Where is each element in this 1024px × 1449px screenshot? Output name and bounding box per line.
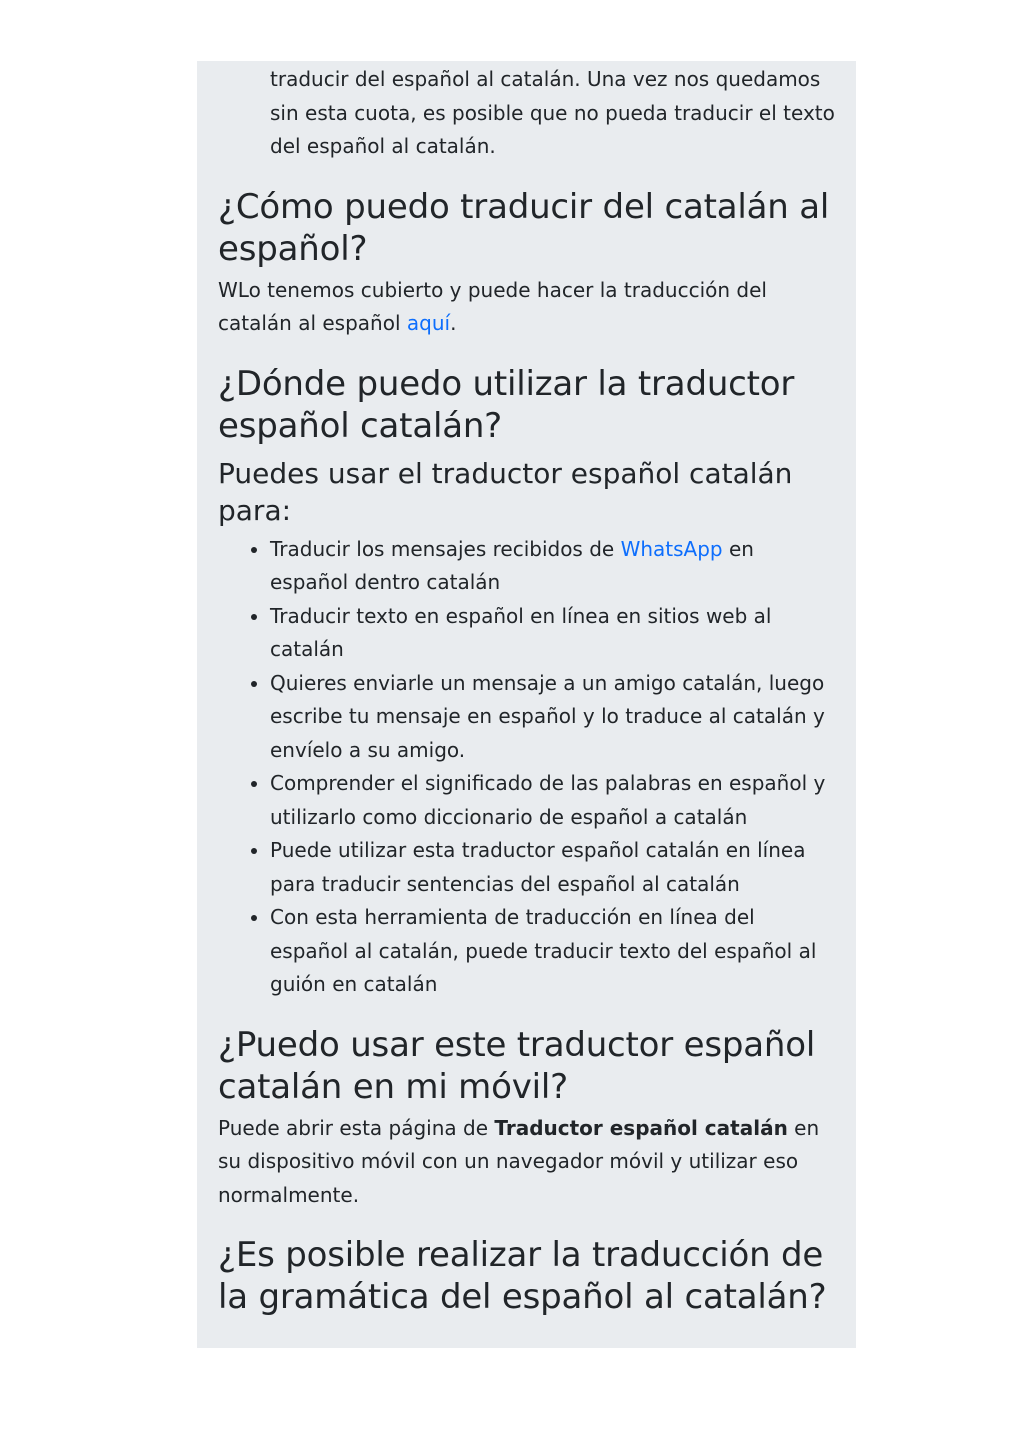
- list-item: • Quieres enviarle un mensaje a un amigo catalán, luego escribe tu mensaje en español y lo traduce al catalán y envíelo a su amigo.: [270, 667, 838, 768]
- aqui-link[interactable]: aquí: [406, 311, 451, 335]
- mobile-paragraph: [218, 1112, 838, 1213]
- catalan-to-spanish-text: WLo tenemos cubierto y puede hacer la traducción del catalán al español: [218, 277, 767, 335]
- period: .: [450, 311, 457, 335]
- catalan-to-spanish-paragraph: [218, 274, 838, 341]
- whatsapp-link[interactable]: WhatsApp: [620, 536, 723, 561]
- uses-list: [218, 533, 838, 1002]
- list-item: • Comprender el significado de las palabras en español y utilizarlo como diccionario de español a catalán: [270, 767, 838, 834]
- translator-name: Traductor español catalán: [494, 1115, 788, 1140]
- list-item-text: en español dentro catalán: [270, 536, 754, 594]
- intro-paragraph: traducir del español al catalán. Una vez nos quedamos sin esta cuota, es posible que no pueda traducir el texto del español al catalán.: [270, 67, 835, 158]
- list-item: • Con esta herramienta de traducción en línea del español al catalán, puede traducir texto del español al guión en catalán: [270, 901, 838, 1002]
- article-content: [218, 61, 838, 1318]
- list-item-text: Traducir los mensajes recibidos de: [270, 536, 621, 561]
- heading-mobile: ¿Puedo usar este traductor español catalán en mi móvil?: [218, 1024, 816, 1107]
- subheading-uses: Puedes usar el traductor español catalán para:: [218, 456, 793, 527]
- list-item: • Traducir texto en español en línea en sitios web al catalán: [270, 600, 838, 667]
- content-panel: [197, 61, 856, 1348]
- heading-where-to-use: ¿Dónde puedo utilizar la traductor español catalán?: [218, 363, 795, 446]
- mobile-text: Puede abrir esta página de: [218, 1115, 495, 1140]
- list-item: • Puede utilizar esta traductor español catalán en línea para traducir sentencias del español al catalán: [270, 834, 838, 901]
- heading-catalan-to-spanish: ¿Cómo puedo traducir del catalán al español?: [218, 186, 830, 269]
- mobile-text: en su dispositivo móvil con un navegador móvil y utilizar eso normalmente.: [218, 1115, 820, 1207]
- heading-grammar: ¿Es posible realizar la traducción de la gramática del español al catalán?: [218, 1235, 827, 1317]
- list-item: [270, 533, 838, 600]
